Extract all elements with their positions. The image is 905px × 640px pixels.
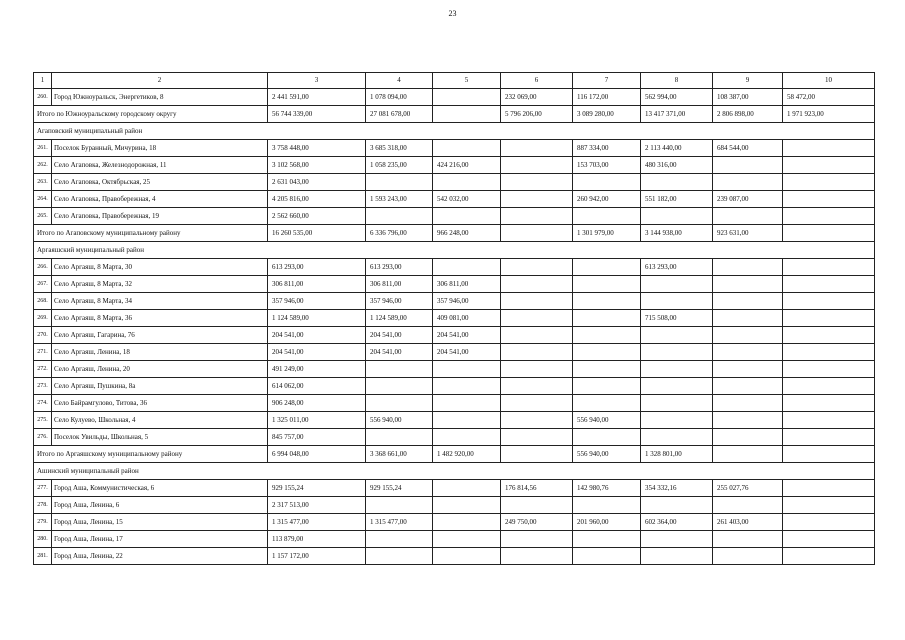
row-number-cell: 266. bbox=[34, 259, 52, 276]
total-row bbox=[34, 446, 875, 463]
value-cell bbox=[501, 361, 573, 378]
value-cell bbox=[713, 548, 783, 565]
row-number-cell: 276. bbox=[34, 429, 52, 446]
address-cell: Село Аргаяш, Ленина, 18 bbox=[52, 344, 268, 361]
value-cell bbox=[573, 259, 641, 276]
table-row bbox=[34, 429, 875, 446]
value-cell bbox=[783, 378, 875, 395]
header-cell: 9 bbox=[713, 73, 783, 89]
total-value-cell: 1 971 923,00 bbox=[783, 106, 875, 123]
value-cell bbox=[641, 531, 713, 548]
value-cell bbox=[783, 174, 875, 191]
row-number-cell: 270. bbox=[34, 327, 52, 344]
value-cell bbox=[573, 310, 641, 327]
value-cell bbox=[641, 548, 713, 565]
row-number-cell: 274. bbox=[34, 395, 52, 412]
value-cell bbox=[366, 548, 433, 565]
table-row bbox=[34, 531, 875, 548]
value-cell: 562 994,00 bbox=[641, 89, 713, 106]
value-cell: 357 946,00 bbox=[268, 293, 366, 310]
value-cell bbox=[713, 531, 783, 548]
value-cell: 306 811,00 bbox=[268, 276, 366, 293]
value-cell: 232 069,00 bbox=[501, 89, 573, 106]
value-cell bbox=[433, 548, 501, 565]
value-cell bbox=[573, 361, 641, 378]
value-cell: 613 293,00 bbox=[366, 259, 433, 276]
row-number-cell: 260. bbox=[34, 89, 52, 106]
value-cell bbox=[713, 497, 783, 514]
value-cell: 153 703,00 bbox=[573, 157, 641, 174]
total-value-cell: 1 328 801,00 bbox=[641, 446, 713, 463]
row-number-cell: 277. bbox=[34, 480, 52, 497]
value-cell bbox=[573, 276, 641, 293]
value-cell: 3 102 568,00 bbox=[268, 157, 366, 174]
value-cell bbox=[433, 429, 501, 446]
row-number-cell: 263. bbox=[34, 174, 52, 191]
address-cell: Город Аша, Ленина, 15 bbox=[52, 514, 268, 531]
value-cell bbox=[713, 276, 783, 293]
value-cell: 1 058 235,00 bbox=[366, 157, 433, 174]
value-cell bbox=[501, 548, 573, 565]
value-cell: 1 315 477,00 bbox=[366, 514, 433, 531]
value-cell bbox=[783, 480, 875, 497]
value-cell: 480 316,00 bbox=[641, 157, 713, 174]
table-row bbox=[34, 174, 875, 191]
value-cell bbox=[573, 344, 641, 361]
address-cell: Село Аргаяш, 8 Марта, 32 bbox=[52, 276, 268, 293]
value-cell: 3 758 448,00 bbox=[268, 140, 366, 157]
row-number-cell: 269. bbox=[34, 310, 52, 327]
value-cell bbox=[433, 174, 501, 191]
value-cell bbox=[713, 310, 783, 327]
address-cell: Село Кулуево, Школьная, 4 bbox=[52, 412, 268, 429]
value-cell bbox=[573, 497, 641, 514]
section-row bbox=[34, 123, 875, 140]
value-cell bbox=[641, 208, 713, 225]
value-cell: 2 631 043,00 bbox=[268, 174, 366, 191]
value-cell bbox=[783, 310, 875, 327]
table-row bbox=[34, 344, 875, 361]
value-cell bbox=[573, 208, 641, 225]
value-cell bbox=[501, 344, 573, 361]
value-cell: 108 387,00 bbox=[713, 89, 783, 106]
value-cell bbox=[713, 378, 783, 395]
value-cell bbox=[501, 327, 573, 344]
table-row bbox=[34, 89, 875, 106]
total-value-cell: 966 248,00 bbox=[433, 225, 501, 242]
value-cell: 1 124 589,00 bbox=[366, 310, 433, 327]
table-row bbox=[34, 361, 875, 378]
total-row bbox=[34, 225, 875, 242]
value-cell bbox=[433, 140, 501, 157]
value-cell bbox=[501, 191, 573, 208]
table-row bbox=[34, 208, 875, 225]
value-cell bbox=[641, 174, 713, 191]
section-title: Ашинский муниципальный район bbox=[34, 463, 875, 480]
value-cell bbox=[366, 395, 433, 412]
total-value-cell: 6 336 796,00 bbox=[366, 225, 433, 242]
value-cell bbox=[501, 157, 573, 174]
total-value-cell: 923 631,00 bbox=[713, 225, 783, 242]
total-label: Итого по Аргаяшскому муниципальному району bbox=[34, 446, 268, 463]
address-cell: Село Аргаяш, Гагарина, 76 bbox=[52, 327, 268, 344]
total-value-cell: 5 796 206,00 bbox=[501, 106, 573, 123]
table-row bbox=[34, 140, 875, 157]
value-cell bbox=[573, 429, 641, 446]
value-cell bbox=[713, 361, 783, 378]
value-cell: 113 879,00 bbox=[268, 531, 366, 548]
address-cell: Село Агаповка, Октябрьская, 25 bbox=[52, 174, 268, 191]
total-label: Итого по Южноуральскому городскому округу bbox=[34, 106, 268, 123]
value-cell bbox=[573, 293, 641, 310]
value-cell bbox=[501, 140, 573, 157]
value-cell: 551 182,00 bbox=[641, 191, 713, 208]
total-value-cell: 13 417 371,00 bbox=[641, 106, 713, 123]
value-cell bbox=[366, 378, 433, 395]
value-cell bbox=[433, 480, 501, 497]
total-value-cell bbox=[713, 446, 783, 463]
value-cell: 260 942,00 bbox=[573, 191, 641, 208]
value-cell bbox=[573, 327, 641, 344]
value-cell bbox=[713, 327, 783, 344]
table-row bbox=[34, 327, 875, 344]
table-row bbox=[34, 412, 875, 429]
row-number-cell: 271. bbox=[34, 344, 52, 361]
value-cell: 1 325 011,00 bbox=[268, 412, 366, 429]
total-row bbox=[34, 106, 875, 123]
address-cell: Город Аша, Коммунистическая, 6 bbox=[52, 480, 268, 497]
row-number-cell: 272. bbox=[34, 361, 52, 378]
value-cell: 204 541,00 bbox=[366, 327, 433, 344]
value-cell bbox=[433, 361, 501, 378]
section-title: Агаповский муниципальный район bbox=[34, 123, 875, 140]
table-row bbox=[34, 548, 875, 565]
data-table bbox=[33, 72, 875, 565]
value-cell bbox=[713, 429, 783, 446]
value-cell: 2 113 440,00 bbox=[641, 140, 713, 157]
row-number-cell: 275. bbox=[34, 412, 52, 429]
value-cell bbox=[433, 514, 501, 531]
value-cell: 354 332,16 bbox=[641, 480, 713, 497]
total-value-cell: 3 089 280,00 bbox=[573, 106, 641, 123]
value-cell: 2 441 591,00 bbox=[268, 89, 366, 106]
value-cell bbox=[783, 140, 875, 157]
header-cell: 1 bbox=[34, 73, 52, 89]
address-cell: Село Аргаяш, Пушкина, 8а bbox=[52, 378, 268, 395]
value-cell: 887 334,00 bbox=[573, 140, 641, 157]
row-number-cell: 268. bbox=[34, 293, 52, 310]
address-cell: Село Байрамгулово, Титова, 36 bbox=[52, 395, 268, 412]
value-cell: 2 317 513,00 bbox=[268, 497, 366, 514]
value-cell bbox=[641, 395, 713, 412]
value-cell bbox=[783, 157, 875, 174]
value-cell: 542 032,00 bbox=[433, 191, 501, 208]
value-cell bbox=[573, 378, 641, 395]
section-row bbox=[34, 242, 875, 259]
value-cell: 614 062,00 bbox=[268, 378, 366, 395]
value-cell bbox=[713, 293, 783, 310]
value-cell: 556 940,00 bbox=[366, 412, 433, 429]
address-cell: Село Аргаяш, 8 Марта, 34 bbox=[52, 293, 268, 310]
total-value-cell bbox=[783, 225, 875, 242]
value-cell bbox=[783, 259, 875, 276]
row-number-cell: 281. bbox=[34, 548, 52, 565]
table-body bbox=[34, 73, 875, 565]
value-cell: 613 293,00 bbox=[268, 259, 366, 276]
value-cell bbox=[573, 531, 641, 548]
address-cell: Город Аша, Ленина, 17 bbox=[52, 531, 268, 548]
value-cell bbox=[641, 327, 713, 344]
value-cell bbox=[501, 276, 573, 293]
total-value-cell: 3 368 661,00 bbox=[366, 446, 433, 463]
value-cell bbox=[573, 548, 641, 565]
value-cell: 239 087,00 bbox=[713, 191, 783, 208]
value-cell bbox=[433, 412, 501, 429]
row-number-cell: 273. bbox=[34, 378, 52, 395]
value-cell bbox=[366, 361, 433, 378]
value-cell bbox=[641, 276, 713, 293]
value-cell: 602 364,00 bbox=[641, 514, 713, 531]
value-cell bbox=[783, 548, 875, 565]
value-cell: 116 172,00 bbox=[573, 89, 641, 106]
value-cell bbox=[713, 395, 783, 412]
value-cell: 613 293,00 bbox=[641, 259, 713, 276]
header-cell: 8 bbox=[641, 73, 713, 89]
address-cell: Город Аша, Ленина, 6 bbox=[52, 497, 268, 514]
table-row bbox=[34, 395, 875, 412]
value-cell: 357 946,00 bbox=[433, 293, 501, 310]
value-cell bbox=[713, 259, 783, 276]
value-cell: 2 562 660,00 bbox=[268, 208, 366, 225]
value-cell bbox=[641, 412, 713, 429]
address-cell: Село Агаповка, Правобережная, 19 bbox=[52, 208, 268, 225]
value-cell: 409 081,00 bbox=[433, 310, 501, 327]
value-cell bbox=[641, 429, 713, 446]
value-cell: 4 205 816,00 bbox=[268, 191, 366, 208]
value-cell: 255 027,76 bbox=[713, 480, 783, 497]
value-cell bbox=[713, 412, 783, 429]
value-cell: 424 216,00 bbox=[433, 157, 501, 174]
value-cell bbox=[366, 208, 433, 225]
row-number-cell: 267. bbox=[34, 276, 52, 293]
address-cell: Село Аргаяш, Ленина, 20 bbox=[52, 361, 268, 378]
header-cell: 2 bbox=[52, 73, 268, 89]
total-value-cell bbox=[783, 446, 875, 463]
value-cell bbox=[783, 361, 875, 378]
value-cell: 3 685 318,00 bbox=[366, 140, 433, 157]
value-cell: 306 811,00 bbox=[366, 276, 433, 293]
address-cell: Село Аргаяш, 8 Марта, 36 bbox=[52, 310, 268, 327]
value-cell bbox=[783, 327, 875, 344]
value-cell: 204 541,00 bbox=[433, 344, 501, 361]
total-value-cell: 27 081 678,00 bbox=[366, 106, 433, 123]
value-cell: 1 078 094,00 bbox=[366, 89, 433, 106]
row-number-cell: 262. bbox=[34, 157, 52, 174]
value-cell: 684 544,00 bbox=[713, 140, 783, 157]
value-cell bbox=[501, 208, 573, 225]
value-cell: 204 541,00 bbox=[268, 344, 366, 361]
total-value-cell: 2 806 898,00 bbox=[713, 106, 783, 123]
value-cell bbox=[783, 429, 875, 446]
value-cell bbox=[713, 208, 783, 225]
value-cell bbox=[641, 293, 713, 310]
value-cell: 249 750,00 bbox=[501, 514, 573, 531]
row-number-cell: 264. bbox=[34, 191, 52, 208]
value-cell: 204 541,00 bbox=[433, 327, 501, 344]
address-cell: Город Аша, Ленина, 22 bbox=[52, 548, 268, 565]
table-row bbox=[34, 191, 875, 208]
value-cell bbox=[783, 395, 875, 412]
header-cell: 10 bbox=[783, 73, 875, 89]
value-cell bbox=[501, 310, 573, 327]
total-value-cell: 1 482 920,00 bbox=[433, 446, 501, 463]
table-row bbox=[34, 276, 875, 293]
row-number-cell: 279. bbox=[34, 514, 52, 531]
value-cell: 1 157 172,00 bbox=[268, 548, 366, 565]
header-cell: 3 bbox=[268, 73, 366, 89]
address-cell: Село Агаповка, Правобережная, 4 bbox=[52, 191, 268, 208]
value-cell bbox=[433, 208, 501, 225]
total-value-cell bbox=[501, 225, 573, 242]
total-value-cell bbox=[501, 446, 573, 463]
header-cell: 5 bbox=[433, 73, 501, 89]
value-cell bbox=[783, 497, 875, 514]
table-row bbox=[34, 378, 875, 395]
value-cell bbox=[713, 174, 783, 191]
value-cell bbox=[641, 497, 713, 514]
total-value-cell: 3 144 938,00 bbox=[641, 225, 713, 242]
value-cell: 201 960,00 bbox=[573, 514, 641, 531]
value-cell bbox=[501, 174, 573, 191]
value-cell bbox=[366, 531, 433, 548]
value-cell: 142 980,76 bbox=[573, 480, 641, 497]
section-row bbox=[34, 463, 875, 480]
value-cell: 845 757,00 bbox=[268, 429, 366, 446]
address-cell: Село Агаповка, Железнодорожная, 11 bbox=[52, 157, 268, 174]
value-cell bbox=[433, 497, 501, 514]
value-cell: 1 124 589,00 bbox=[268, 310, 366, 327]
value-cell bbox=[501, 531, 573, 548]
value-cell bbox=[501, 293, 573, 310]
header-cell: 4 bbox=[366, 73, 433, 89]
value-cell bbox=[713, 344, 783, 361]
value-cell bbox=[641, 361, 713, 378]
value-cell: 906 248,00 bbox=[268, 395, 366, 412]
address-cell: Поселок Буранный, Мичурина, 18 bbox=[52, 140, 268, 157]
table-row bbox=[34, 293, 875, 310]
address-cell: Поселок Увильды, Школьная, 5 bbox=[52, 429, 268, 446]
value-cell bbox=[501, 497, 573, 514]
value-cell: 1 315 477,00 bbox=[268, 514, 366, 531]
value-cell bbox=[433, 531, 501, 548]
section-title: Аргаяшский муниципальный район bbox=[34, 242, 875, 259]
table-row bbox=[34, 497, 875, 514]
value-cell bbox=[433, 378, 501, 395]
value-cell bbox=[783, 191, 875, 208]
value-cell: 556 940,00 bbox=[573, 412, 641, 429]
total-value-cell: 56 744 339,00 bbox=[268, 106, 366, 123]
value-cell bbox=[501, 378, 573, 395]
table-row bbox=[34, 480, 875, 497]
value-cell bbox=[501, 395, 573, 412]
value-cell: 491 249,00 bbox=[268, 361, 366, 378]
total-value-cell bbox=[433, 106, 501, 123]
value-cell: 929 155,24 bbox=[268, 480, 366, 497]
page-number: 23 bbox=[448, 9, 457, 18]
value-cell bbox=[501, 412, 573, 429]
value-cell: 58 472,00 bbox=[783, 89, 875, 106]
address-cell: Город Южноуральск, Энергетиков, 8 bbox=[52, 89, 268, 106]
row-number-cell: 265. bbox=[34, 208, 52, 225]
value-cell bbox=[783, 344, 875, 361]
total-value-cell: 556 940,00 bbox=[573, 446, 641, 463]
value-cell: 1 593 243,00 bbox=[366, 191, 433, 208]
value-cell bbox=[366, 497, 433, 514]
value-cell: 204 541,00 bbox=[366, 344, 433, 361]
row-number-cell: 261. bbox=[34, 140, 52, 157]
value-cell: 306 811,00 bbox=[433, 276, 501, 293]
value-cell: 204 541,00 bbox=[268, 327, 366, 344]
value-cell bbox=[573, 395, 641, 412]
value-cell bbox=[641, 344, 713, 361]
value-cell bbox=[433, 395, 501, 412]
value-cell bbox=[366, 174, 433, 191]
header-row bbox=[34, 73, 875, 89]
value-cell bbox=[433, 259, 501, 276]
value-cell bbox=[433, 89, 501, 106]
total-value-cell: 16 260 535,00 bbox=[268, 225, 366, 242]
value-cell bbox=[501, 259, 573, 276]
value-cell: 929 155,24 bbox=[366, 480, 433, 497]
header-cell: 7 bbox=[573, 73, 641, 89]
value-cell bbox=[783, 276, 875, 293]
value-cell bbox=[783, 412, 875, 429]
value-cell bbox=[573, 174, 641, 191]
address-cell: Село Аргаяш, 8 Марта, 30 bbox=[52, 259, 268, 276]
table-row bbox=[34, 514, 875, 531]
row-number-cell: 280. bbox=[34, 531, 52, 548]
value-cell: 261 403,00 bbox=[713, 514, 783, 531]
value-cell bbox=[783, 514, 875, 531]
table-row bbox=[34, 157, 875, 174]
total-value-cell: 1 301 979,00 bbox=[573, 225, 641, 242]
value-cell bbox=[366, 429, 433, 446]
value-cell bbox=[501, 429, 573, 446]
total-value-cell: 6 994 048,00 bbox=[268, 446, 366, 463]
value-cell bbox=[783, 208, 875, 225]
header-cell: 6 bbox=[501, 73, 573, 89]
total-label: Итого по Агаповскому муниципальному району bbox=[34, 225, 268, 242]
row-number-cell: 278. bbox=[34, 497, 52, 514]
value-cell: 715 508,00 bbox=[641, 310, 713, 327]
table-row bbox=[34, 310, 875, 327]
value-cell bbox=[713, 157, 783, 174]
value-cell bbox=[641, 378, 713, 395]
value-cell bbox=[783, 293, 875, 310]
value-cell: 357 946,00 bbox=[366, 293, 433, 310]
table-row bbox=[34, 259, 875, 276]
value-cell bbox=[783, 531, 875, 548]
value-cell: 176 814,56 bbox=[501, 480, 573, 497]
